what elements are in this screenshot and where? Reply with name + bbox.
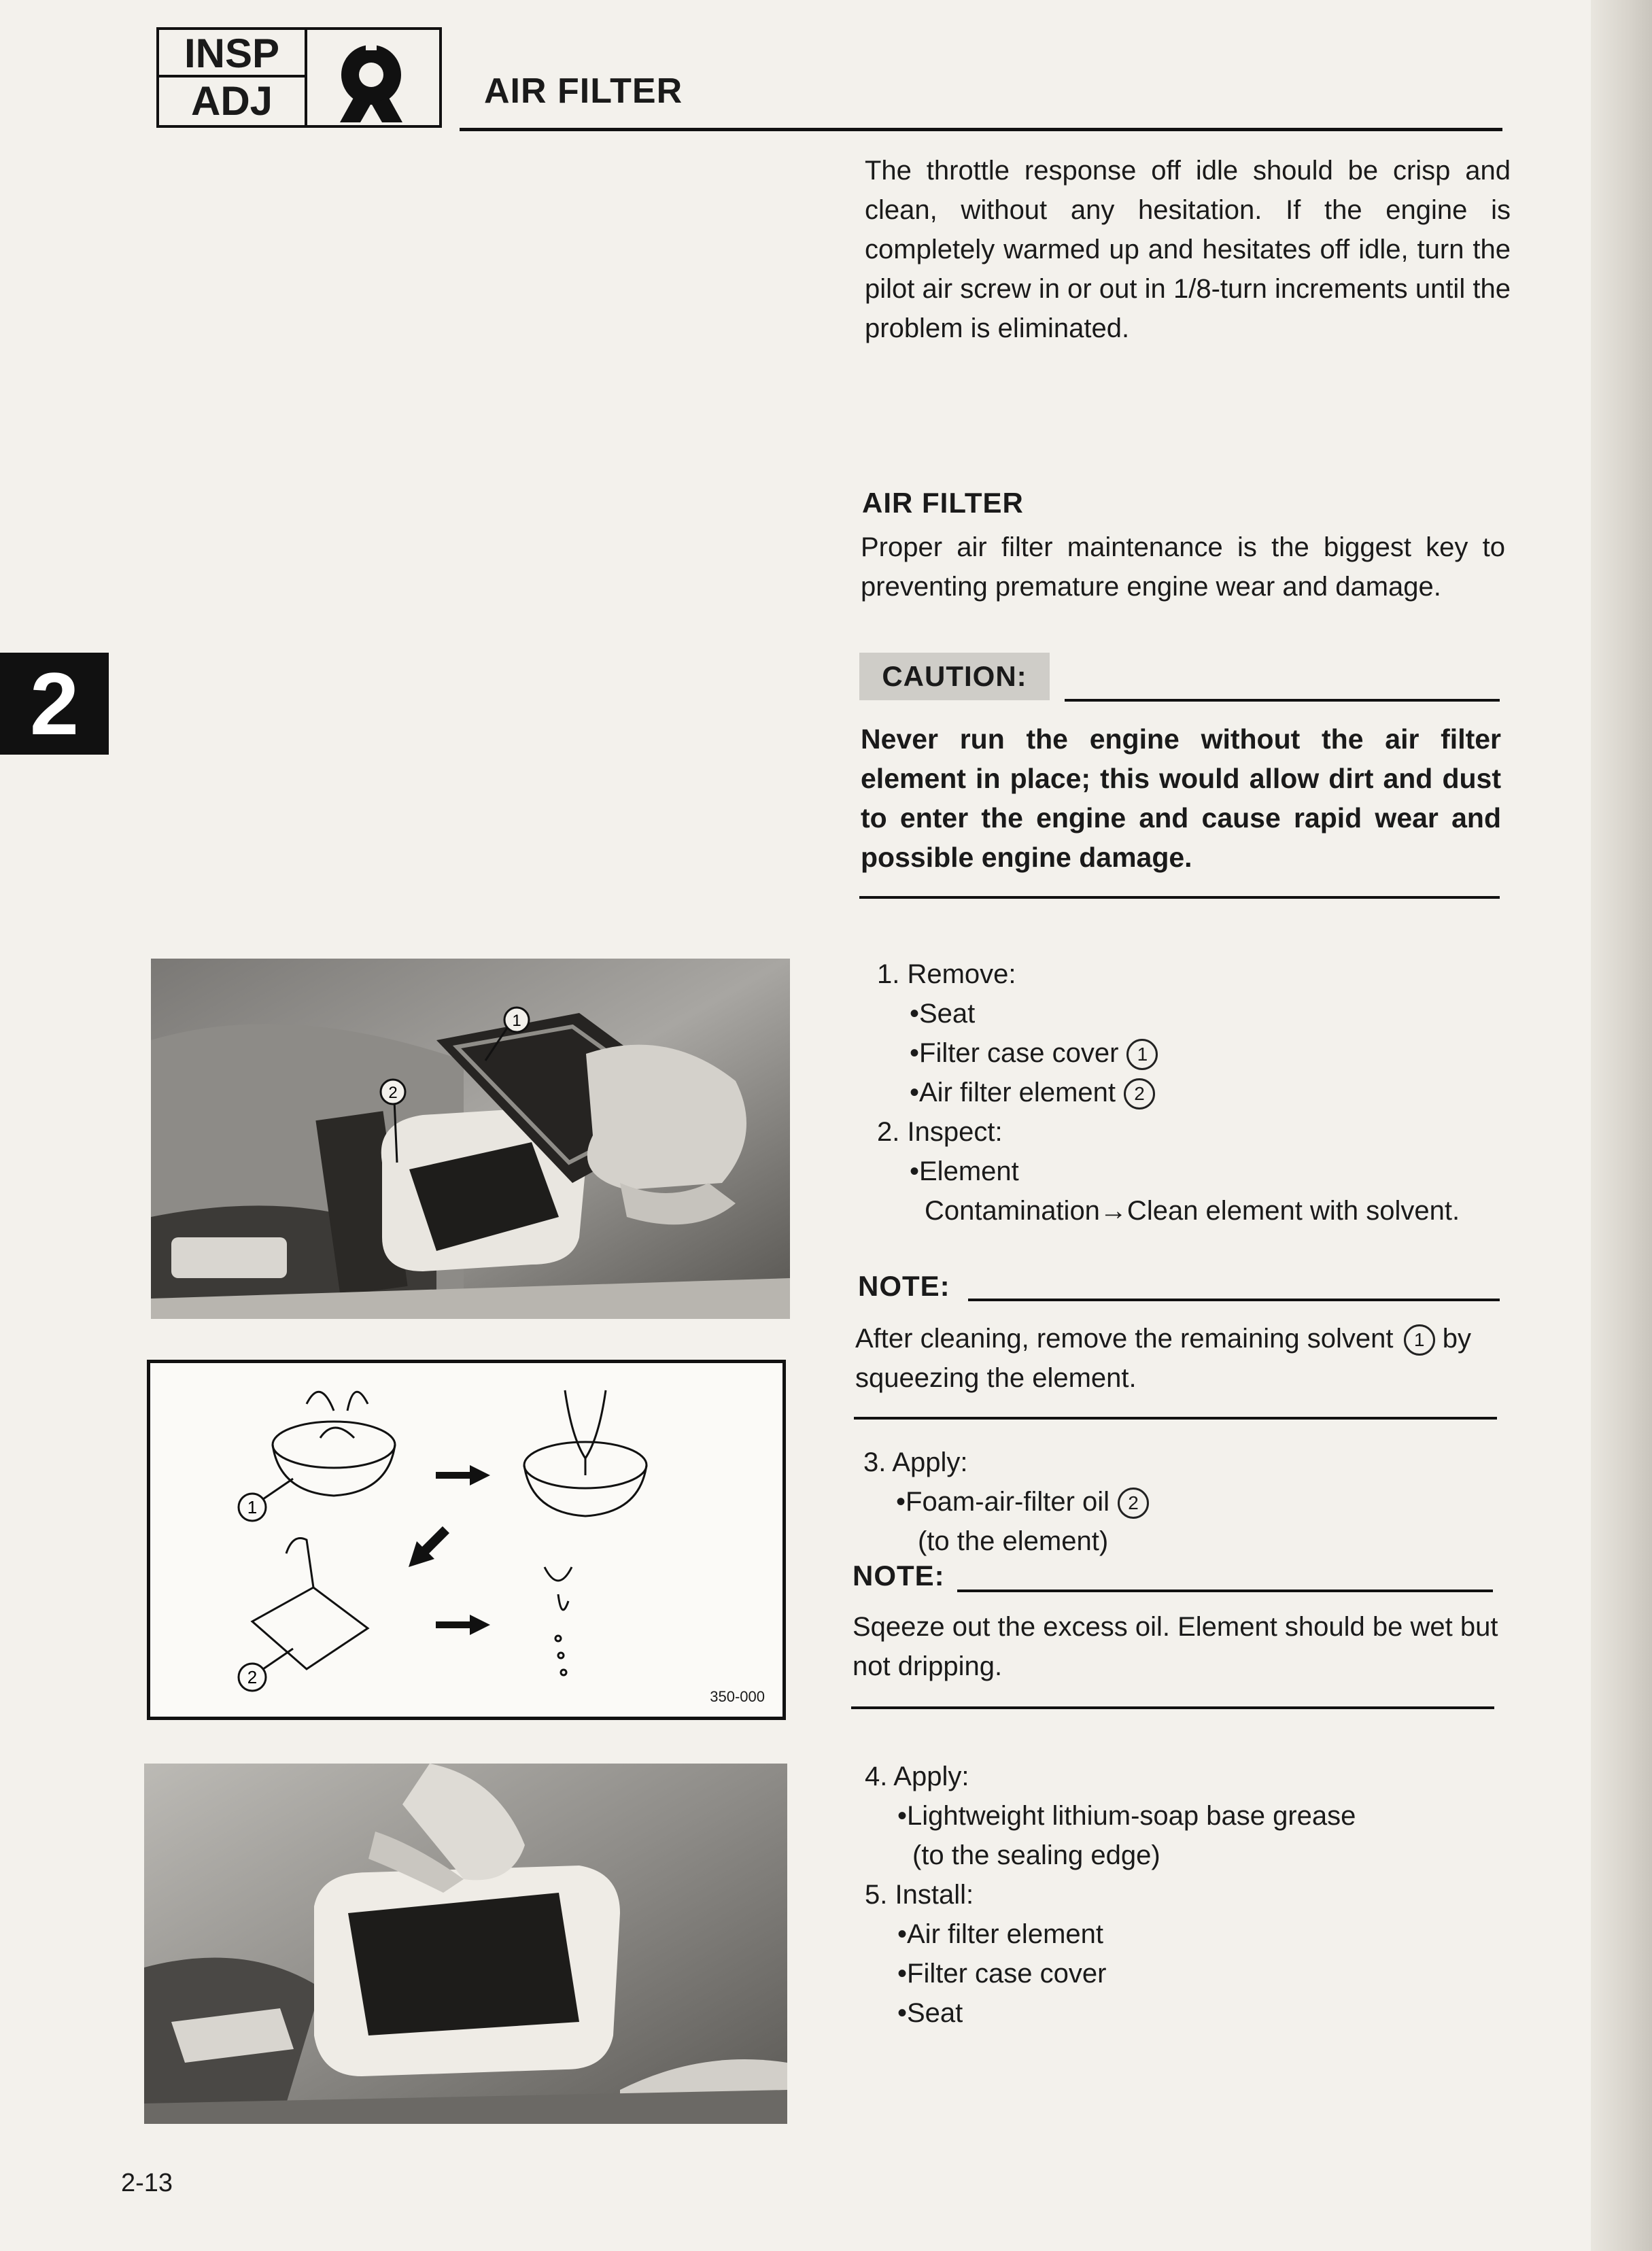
chapter-tab: 2	[0, 653, 109, 755]
step-item: •Lightweight lithium-soap base grease	[897, 1801, 1356, 1831]
callout-ref: 2	[1124, 1078, 1155, 1110]
callout-ref: 2	[247, 1667, 258, 1687]
step-item: •Filter case cover	[897, 1959, 1107, 1989]
caution-body: Never run the engine without the air filter element in place; this would allow dirt and dust to enter the engine and cause rapid wear and possible engine damage.	[861, 723, 1501, 873]
wrench-icon	[313, 33, 439, 125]
step-item: 2. Inspect:	[877, 1117, 1003, 1147]
callout-ref: 1	[247, 1497, 258, 1517]
badge-insp: INSP	[159, 30, 307, 78]
step-item: •Foam-air-filter oil 2	[863, 1482, 1149, 1522]
callout-ref: 2	[388, 1084, 398, 1102]
step-item: 4. Apply:	[865, 1762, 969, 1791]
section-title: AIR FILTER	[862, 487, 1024, 519]
caution-rule	[1065, 699, 1500, 702]
step-item: •Air filter element	[897, 1919, 1103, 1949]
step-item: 5. Install:	[865, 1880, 974, 1910]
steps-remove-inspect	[877, 955, 1460, 1231]
note-label: NOTE:	[858, 1270, 950, 1302]
air-filter-install-photo	[144, 1764, 787, 2124]
note-body: After cleaning, remove the remaining solvent 1 by squeezing the element.	[855, 1324, 1472, 1393]
steps-apply-install	[865, 1757, 1356, 2033]
note-rule	[968, 1299, 1500, 1301]
step-item: •Filter case cover 1	[877, 1033, 1460, 1073]
note-label: NOTE:	[853, 1560, 945, 1592]
step-item: 1. Remove:	[877, 959, 1016, 989]
air-filter-removal-photo	[151, 959, 790, 1319]
filter-cleaning-diagram	[147, 1360, 786, 1720]
steps-apply-oil	[863, 1443, 1149, 1561]
section-body: Proper air filter maintenance is the biggest key to preventing premature engine wear and damage.	[861, 532, 1505, 602]
page-title: AIR FILTER	[484, 71, 683, 111]
step-item: Contamination→Clean element with solvent.	[925, 1196, 1460, 1226]
callout-ref: 2	[1118, 1488, 1149, 1519]
step-item: 3. Apply:	[863, 1447, 968, 1477]
figure-code: 350-000	[710, 1688, 765, 1705]
callout-ref: 1	[1404, 1324, 1435, 1356]
step-item: •Air filter element 2	[877, 1073, 1460, 1112]
step-item: (to the element)	[918, 1526, 1109, 1556]
step-item: (to the sealing edge)	[912, 1840, 1160, 1870]
page-edge-shadow	[1591, 0, 1652, 2251]
page-number: 2-13	[121, 2169, 173, 2197]
insp-adj-badge	[156, 27, 442, 128]
caution-end-rule	[859, 896, 1500, 899]
caution-label: CAUTION:	[859, 653, 1050, 700]
note-rule	[957, 1590, 1493, 1592]
step-item: •Seat	[910, 999, 976, 1029]
callout-ref: 1	[1126, 1039, 1158, 1070]
badge-adj: ADJ	[159, 78, 307, 125]
step-item: •Element	[910, 1156, 1019, 1186]
step-item: •Seat	[897, 1998, 963, 2028]
note-body: Sqeeze out the excess oil. Element should be wet but not dripping.	[853, 1612, 1498, 1681]
header-rule	[460, 128, 1502, 131]
intro-paragraph: The throttle response off idle should be crisp and clean, without any hesitation. If the engine is completely warmed up and hesitates off idle, turn the pilot air screw in or out in 1/8-turn increments until the problem is eliminated.	[865, 156, 1511, 343]
callout-ref: 1	[512, 1012, 521, 1030]
note-end-rule	[854, 1417, 1497, 1420]
note-end-rule	[851, 1706, 1494, 1709]
